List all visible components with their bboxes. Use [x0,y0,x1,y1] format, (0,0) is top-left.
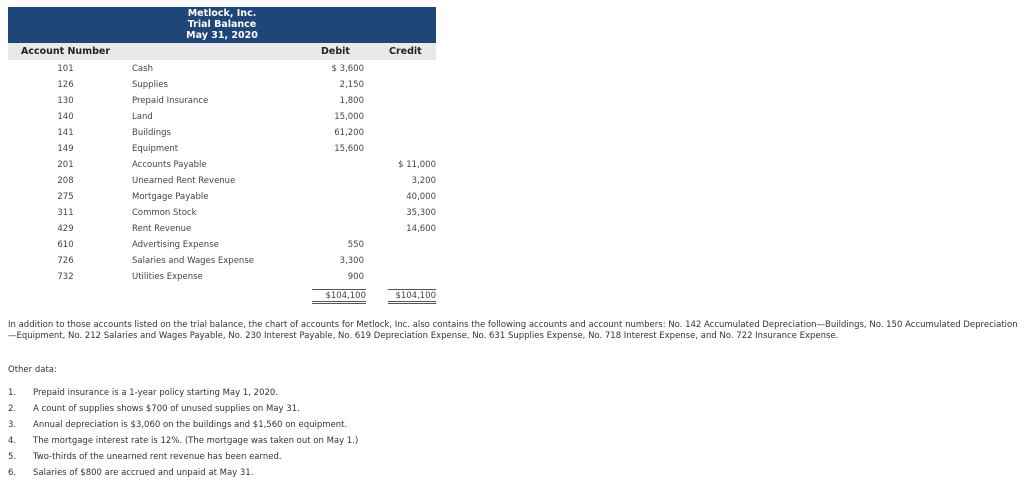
list-item-text: Prepaid insurance is a 1-year policy starting May 1, 2020. [33,388,279,398]
table-row [8,93,438,109]
debit-amount: 15,600 [334,144,364,154]
list-item [8,404,608,418]
account-name: Buildings [132,128,171,138]
list-item-number: 1. [8,388,17,398]
debit-amount: 3,300 [339,256,364,266]
other-data-label: Other data: [8,365,57,375]
list-item-text: Two-thirds of the unearned rent revenue has been earned. [33,452,282,462]
table-row [8,189,438,205]
list-item [8,388,608,402]
account-number: 429 [57,224,74,234]
list-item-text: A count of supplies shows $700 of unused supplies on May 31. [33,404,300,414]
list-item-number: 4. [8,436,17,446]
account-name: Land [132,112,153,122]
credit-amount: $ 11,000 [398,160,436,170]
table-row [8,221,438,237]
account-name: Utilities Expense [132,272,203,282]
column-header-row [8,43,436,60]
debit-amount: 61,200 [334,128,364,138]
account-name: Accounts Payable [132,160,207,170]
credit-amount: 14,600 [406,224,436,234]
account-number: 149 [57,144,74,154]
list-item [8,452,608,466]
table-row [8,141,438,157]
account-name: Advertising Expense [132,240,219,250]
table-row [8,77,438,93]
table-row [8,237,438,253]
list-item [8,468,608,482]
list-item [8,420,608,434]
debit-amount: 1,800 [339,96,364,106]
table-row [8,205,438,221]
account-number-header: Account Number [20,46,111,57]
account-number: 141 [57,128,74,138]
account-name: Cash [132,64,153,74]
account-number: 101 [57,64,74,74]
table-row [8,61,438,77]
list-item-number: 6. [8,468,17,478]
account-number: 275 [57,192,74,202]
credit-amount: 3,200 [411,176,436,186]
chart-of-accounts-paragraph: In addition to those accounts listed on the trial balance, the chart of accounts for Metlock, Inc. also contains the following accounts and account numbers: No. 142 Accumulated Depreciation—Buildings, No. 150 Accumulated Depreciation—Equipment, No. 212 Salaries and Wages Payable, No. 230 Interest Payable, No. 619 Depreciation Expense, No. 631 Supplies Expense, No. 718 Interest Expense, and No. 722 Insurance Expense. [8,320,1018,341]
account-number: 201 [57,160,74,170]
account-name: Mortgage Payable [132,192,209,202]
list-item-text: Annual depreciation is $3,060 on the buildings and $1,560 on equipment. [33,420,348,430]
company-name: Metlock, Inc. [187,8,257,19]
list-item-number: 3. [8,420,17,430]
list-item-number: 5. [8,452,17,462]
account-number: 732 [57,272,74,282]
debit-amount: 900 [347,272,364,282]
list-item-text: Salaries of $800 are accrued and unpaid at May 31. [33,468,254,478]
account-name: Equipment [132,144,179,154]
credit-amount: 35,300 [406,208,436,218]
account-number: 130 [57,96,74,106]
list-item [8,436,608,450]
table-row [8,253,438,269]
table-row [8,269,438,285]
account-number: 311 [57,208,74,218]
account-name: Salaries and Wages Expense [132,256,254,266]
debit-header: Debit [321,46,350,57]
debit-amount: $ 3,600 [331,64,364,74]
account-number: 726 [57,256,74,266]
list-item-number: 2. [8,404,17,414]
account-number: 610 [57,240,74,250]
totals-row [8,289,438,305]
table-row [8,173,438,189]
table-row [8,125,438,141]
account-number: 208 [57,176,74,186]
account-name: Rent Revenue [132,224,192,234]
debit-amount: 2,150 [339,80,364,90]
total-credit: $104,100 [388,289,436,304]
trial-balance-header [8,7,436,43]
account-name: Common Stock [132,208,197,218]
account-name: Prepaid Insurance [132,96,209,106]
credit-amount: 40,000 [406,192,436,202]
total-debit: $104,100 [312,289,366,304]
account-name: Unearned Rent Revenue [132,176,236,186]
table-row [8,109,438,125]
debit-amount: 550 [347,240,364,250]
account-name: Supplies [132,80,168,90]
statement-title: Trial Balance [187,19,257,30]
statement-date: May 31, 2020 [186,30,258,41]
credit-header: Credit [389,46,422,57]
list-item-text: The mortgage interest rate is 12%. (The mortgage was taken out on May 1.) [33,436,359,446]
table-row [8,157,438,173]
account-number: 140 [57,112,74,122]
debit-amount: 15,000 [334,112,364,122]
account-number: 126 [57,80,74,90]
